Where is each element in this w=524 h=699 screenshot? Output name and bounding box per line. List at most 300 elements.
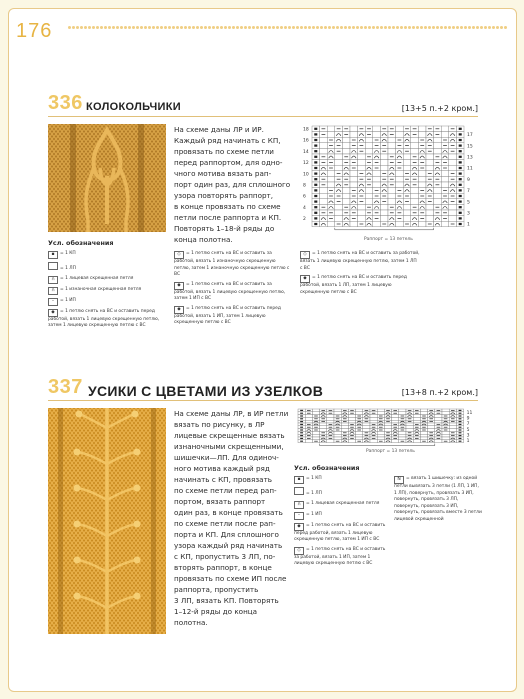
legend-text: = 1 петлю снять на ВС и оставить перед работой, вязать 1 лицевую скрещенную петлю, затем 1 лицевую скрещенную петлю с ВС	[48, 308, 160, 328]
chart-cell	[320, 426, 327, 429]
chart-cell	[380, 210, 388, 216]
row-number: 14	[303, 149, 309, 155]
chart-cell	[327, 204, 335, 210]
chart-cell	[350, 182, 358, 188]
chart-cell	[413, 417, 420, 420]
rapport-label-336: Раппорт = 13 петель	[364, 237, 413, 242]
edge-stitch-symbol	[300, 410, 303, 411]
chart-cell	[320, 148, 328, 154]
decorative-dot	[92, 26, 95, 29]
chart-cell	[403, 165, 411, 171]
description-line: начинать с КП, провязать	[174, 475, 273, 484]
chart-cell	[441, 199, 449, 205]
legend-text: = 1 ЛП	[306, 491, 322, 496]
edge-stitch-symbol	[300, 441, 303, 442]
rapport-label-337: Раппорт = 13 петель	[366, 449, 415, 454]
decorative-dot	[404, 26, 407, 29]
chart-cell	[342, 199, 350, 205]
chart-cell	[442, 434, 449, 437]
legend-item	[300, 251, 420, 272]
decorative-dot	[352, 26, 355, 29]
description-line: порт один раз, для сплошного	[174, 180, 291, 189]
decorative-dot	[380, 26, 383, 29]
edge-stitch-symbol	[314, 189, 317, 191]
chart-cell	[380, 137, 388, 143]
chart-cell	[434, 171, 442, 177]
chart-cell	[411, 188, 419, 194]
chart-cell	[420, 437, 427, 440]
pattern-title: КОЛОКОЛЬЧИКИ	[86, 101, 181, 113]
chart-cell	[441, 126, 449, 132]
chart-cell	[426, 188, 434, 194]
decorative-dot	[504, 26, 507, 29]
chart-cell	[373, 154, 381, 160]
decorative-dot	[396, 26, 399, 29]
decorative-dot	[376, 26, 379, 29]
chart-cell	[418, 204, 426, 210]
chart-cell	[403, 132, 411, 138]
section-337-header	[48, 376, 478, 401]
chart-cell	[434, 143, 442, 149]
chart-cell	[350, 176, 358, 182]
decorative-dot	[440, 26, 443, 29]
chart-cell	[442, 437, 449, 440]
decorative-dot	[120, 26, 123, 29]
chart-cell	[403, 204, 411, 210]
edge-stitch-symbol	[459, 441, 462, 442]
edge-stitch-symbol	[314, 184, 317, 186]
chart-cell	[312, 423, 319, 426]
description-line: в конце провязать по схеме	[174, 202, 281, 211]
decorative-dot	[160, 26, 163, 29]
chart-cell	[384, 437, 391, 440]
chart-cell	[428, 440, 435, 443]
legend-text: = 1 ИП	[60, 297, 76, 303]
edge-stitch-symbol	[300, 427, 303, 428]
legend-symbol-icon: ◆	[294, 523, 304, 531]
legend-col1-337	[294, 476, 390, 571]
chart-cell	[418, 154, 426, 160]
edge-stitch-symbol	[459, 167, 462, 169]
chart-cell	[449, 182, 457, 188]
chart-cell	[341, 412, 348, 415]
chart-cell	[388, 137, 396, 143]
row-number: 16	[303, 138, 309, 144]
edge-stitch-symbol	[459, 139, 462, 141]
chart-cell	[334, 412, 341, 415]
chart-cell	[334, 434, 341, 437]
legend-text: = 1 петлю снять на ВС и оставить перед работой, вязать 1 лицевую скрещенную петлю, затем 1 ИП с ВС	[294, 522, 386, 542]
chart-cell	[365, 148, 373, 154]
decorative-dot	[132, 26, 135, 29]
decorative-dot	[364, 26, 367, 29]
chart-cell	[380, 204, 388, 210]
legend-symbol-icon: ◆	[300, 275, 310, 283]
chart-cell	[449, 137, 457, 143]
legend-text: = 1 ИП	[306, 511, 322, 517]
chart-cell	[356, 437, 363, 440]
legend-item	[294, 487, 390, 498]
row-number: 9	[466, 416, 470, 422]
decorative-dot	[456, 26, 459, 29]
legend-text: = 1 петлю снять на ВС и оставить перед работой, вязать 1 ЛП, затем 1 лицевую скрещенную петлю с ВС	[300, 275, 407, 295]
chart-cell	[403, 188, 411, 194]
chart-cell	[320, 216, 328, 222]
chart-cell	[370, 429, 377, 432]
chart-cell	[420, 431, 427, 434]
chart-cell	[428, 423, 435, 426]
chart-cell	[373, 132, 381, 138]
edge-stitch-symbol	[459, 424, 462, 425]
decorative-dot	[328, 26, 331, 29]
chart-cell	[449, 188, 457, 194]
decorative-dot	[264, 26, 267, 29]
decorative-dot	[208, 26, 211, 29]
decorative-dot	[152, 26, 155, 29]
chart-cell	[320, 199, 328, 205]
description-line: лицевые скрещенные вязать	[174, 431, 285, 440]
chart-cell	[406, 429, 413, 432]
chart-cell	[363, 426, 370, 429]
knit-photo-337	[48, 408, 166, 634]
chart-cell	[442, 420, 449, 423]
chart-cell	[388, 171, 396, 177]
chart-cell	[418, 126, 426, 132]
description-line: перед раппортом, для одно-	[174, 158, 283, 167]
description-line: раппорта, пропустить	[174, 585, 259, 594]
legend-symbol-icon: N	[394, 476, 404, 484]
row-number: 1	[466, 439, 470, 445]
chart-cell	[388, 188, 396, 194]
chart-cell	[335, 160, 343, 166]
chart-cell	[406, 426, 413, 429]
chart-cell	[426, 137, 434, 143]
chart-cell	[327, 420, 334, 423]
description-line: с КП, пропустить 3 ЛП, по-	[174, 552, 276, 561]
decorative-dot	[416, 26, 419, 29]
chart-cell	[312, 431, 319, 434]
description-line: чного мотива вязать рап-	[174, 169, 272, 178]
edge-stitch-symbol	[300, 424, 303, 425]
decorative-dot	[344, 26, 347, 29]
chart-cell	[363, 440, 370, 443]
chart-cell	[365, 165, 373, 171]
chart-cell	[327, 417, 334, 420]
description-line: вязать по рисунку, в ЛР	[174, 420, 265, 429]
chart-cell	[370, 440, 377, 443]
chart-cell	[363, 429, 370, 432]
chart-cell	[348, 420, 355, 423]
decorative-dot	[272, 26, 275, 29]
chart-cell	[449, 165, 457, 171]
chart-cell	[373, 182, 381, 188]
chart-cell	[356, 412, 363, 415]
legend-symbol-icon: ◇	[174, 251, 184, 259]
chart-cell	[413, 440, 420, 443]
chart-cell	[305, 420, 312, 423]
description-337	[174, 408, 288, 628]
row-number: 10	[303, 172, 309, 178]
row-number: 6	[303, 194, 306, 200]
chart-cell	[388, 143, 396, 149]
chart-cell	[373, 126, 381, 132]
chart-cell	[327, 176, 335, 182]
chart-cell	[441, 148, 449, 154]
edge-stitch-symbol	[459, 413, 462, 414]
decorative-dot	[268, 26, 271, 29]
decorative-dot	[156, 26, 159, 29]
decorative-dot	[172, 26, 175, 29]
edge-stitch-symbol	[314, 200, 317, 202]
decorative-dot	[452, 26, 455, 29]
chart-cell	[320, 429, 327, 432]
decorative-dot	[144, 26, 147, 29]
chart-cell	[334, 431, 341, 434]
decorative-dot	[136, 26, 139, 29]
chart-cell	[426, 160, 434, 166]
chart-cell	[428, 415, 435, 418]
decorative-dot	[484, 26, 487, 29]
decorative-dot	[448, 26, 451, 29]
row-number: 13	[467, 155, 473, 161]
chart-cell	[370, 420, 377, 423]
decorative-dot	[256, 26, 259, 29]
section-336	[48, 92, 478, 117]
chart-cell	[305, 415, 312, 418]
legend-text: = 1 лицевая скрещенная петля	[60, 275, 134, 281]
chart-cell	[434, 193, 442, 199]
edge-stitch-symbol	[314, 150, 317, 152]
chart-cell	[365, 171, 373, 177]
chart-cell	[418, 199, 426, 205]
edge-stitch-symbol	[459, 200, 462, 202]
decorative-dot	[296, 26, 299, 29]
edge-stitch-symbol	[459, 429, 462, 430]
decorative-dot	[480, 26, 483, 29]
chart-cell	[350, 221, 358, 227]
chart-cell	[406, 423, 413, 426]
legend-symbol-icon: ▪	[294, 476, 304, 484]
stitch-formula: [13+8 п.+2 кром.]	[401, 388, 478, 397]
description-line: На схеме даны ЛР и ИР.	[174, 125, 264, 134]
chart-cell	[350, 204, 358, 210]
row-number: 11	[466, 411, 473, 417]
chart-cell	[341, 426, 348, 429]
chart-cell	[449, 429, 456, 432]
decorative-dot	[388, 26, 391, 29]
chart-cell	[388, 216, 396, 222]
chart-cell	[320, 165, 328, 171]
chart-cell	[370, 417, 377, 420]
legend-item	[174, 251, 292, 279]
decorative-dot	[340, 26, 343, 29]
decorative-dot	[292, 26, 295, 29]
decorative-dot	[436, 26, 439, 29]
row-number: 17	[467, 133, 473, 139]
row-number: 1	[467, 222, 470, 228]
description-line: узора повторять раппорт,	[174, 191, 274, 200]
decorative-dot	[224, 26, 227, 29]
chart-cell	[380, 160, 388, 166]
edge-stitch-symbol	[314, 144, 317, 146]
chart-cell	[358, 188, 366, 194]
decorative-dot	[336, 26, 339, 29]
chart-cell	[320, 137, 328, 143]
legend-symbol-icon: ◆	[48, 309, 58, 317]
chart-cell	[320, 171, 328, 177]
edge-stitch-symbol	[459, 178, 462, 180]
chart-cell	[384, 429, 391, 432]
chart-cell	[380, 182, 388, 188]
knitting-chart-337	[296, 408, 478, 446]
chart-cell	[411, 216, 419, 222]
decorative-dot	[412, 26, 415, 29]
decorative-dot	[116, 26, 119, 29]
legend-title-336: Усл. обозначения	[48, 239, 114, 247]
section-337	[48, 376, 478, 401]
legend-item	[48, 251, 166, 259]
chart-cell	[418, 176, 426, 182]
chart-cell	[373, 171, 381, 177]
decorative-dot	[240, 26, 243, 29]
chart-cell	[342, 171, 350, 177]
legend-symbol-icon: ◆	[174, 306, 184, 314]
decorative-dot	[332, 26, 335, 29]
row-number: 5	[466, 427, 470, 433]
chart-cell	[396, 171, 404, 177]
chart-cell	[428, 426, 435, 429]
chart-cell	[312, 437, 319, 440]
chart-cell	[449, 204, 457, 210]
chart-cell	[435, 429, 442, 432]
chart-cell	[411, 199, 419, 205]
edge-stitch-symbol	[314, 128, 317, 130]
legend-symbol-icon: ∩	[48, 276, 58, 284]
edge-stitch-symbol	[459, 438, 462, 439]
chart-cell	[420, 423, 427, 426]
chart-cell	[406, 415, 413, 418]
decorative-dot	[252, 26, 255, 29]
chart-cell	[403, 154, 411, 160]
chart-cell	[365, 143, 373, 149]
decorative-dot	[428, 26, 431, 29]
edge-stitch-symbol	[459, 133, 462, 135]
chart-cell	[320, 143, 328, 149]
decorative-dot	[76, 26, 79, 29]
chart-cell	[358, 154, 366, 160]
edge-stitch-symbol	[300, 429, 303, 430]
row-number: 2	[303, 217, 306, 223]
legend-symbol-icon: ▪	[48, 251, 58, 259]
chart-cell	[365, 221, 373, 227]
decorative-dot	[320, 26, 323, 29]
chart-cell	[320, 423, 327, 426]
chart-cell	[399, 409, 406, 412]
chart-cell	[426, 154, 434, 160]
legend-item	[174, 306, 292, 327]
legend-text: = 1 петлю снять на ВС и оставить перед работой, вязать 1 ИП, затем 1 лицевую скрещенную петлю с ВС	[174, 305, 281, 325]
chart-cell	[356, 409, 363, 412]
decorative-dot	[288, 26, 291, 29]
chart-cell	[358, 132, 366, 138]
description-line: 3 ЛП, вязать КП. Повторять	[174, 596, 279, 605]
chart-cell	[388, 193, 396, 199]
chart-cell	[411, 193, 419, 199]
chart-cell	[320, 221, 328, 227]
legend-symbol-icon	[294, 487, 304, 495]
chart-cell	[449, 423, 456, 426]
decorative-dot	[492, 26, 495, 29]
chart-cell	[392, 429, 399, 432]
decorative-dot	[360, 26, 363, 29]
decorative-dot	[392, 26, 395, 29]
decorative-dot	[148, 26, 151, 29]
decorative-dot	[124, 26, 127, 29]
legend-col2-337	[394, 476, 482, 526]
chart-cell	[434, 188, 442, 194]
chart-cell	[449, 440, 456, 443]
chart-cell	[392, 415, 399, 418]
legend-symbol-icon	[48, 262, 58, 270]
chart-cell	[373, 221, 381, 227]
chart-cell	[327, 415, 334, 418]
decorative-dot	[176, 26, 179, 29]
decorative-dot	[324, 26, 327, 29]
row-number: 18	[303, 127, 309, 133]
chart-cell	[320, 188, 328, 194]
chart-cell	[377, 420, 384, 423]
chart-cell	[327, 182, 335, 188]
chart-cell	[442, 409, 449, 412]
edge-stitch-symbol	[459, 189, 462, 191]
legend-symbol-icon: –	[48, 298, 58, 306]
chart-cell	[396, 132, 404, 138]
pattern-title: УСИКИ С ЦВЕТАМИ ИЗ УЗЕЛКОВ	[88, 383, 324, 399]
chart-cell	[392, 431, 399, 434]
chart-cell	[434, 148, 442, 154]
chart-cell	[377, 434, 384, 437]
chart-cell	[350, 154, 358, 160]
edge-stitch-symbol	[300, 415, 303, 416]
chart-cell	[396, 199, 404, 205]
chart-cell	[373, 204, 381, 210]
legend-item	[300, 275, 420, 296]
decorative-dot	[284, 26, 287, 29]
chart-cell	[399, 434, 406, 437]
edge-stitch-symbol	[314, 178, 317, 180]
rapport-bracket	[320, 444, 435, 446]
legend-symbol-icon: ◇	[294, 547, 304, 555]
chart-cell	[396, 221, 404, 227]
chart-cell	[434, 216, 442, 222]
chart-cell	[327, 199, 335, 205]
chart-cell	[335, 137, 343, 143]
legend-item	[174, 282, 292, 303]
description-line: провязать по схеме петли	[174, 147, 274, 156]
chart-cell	[373, 199, 381, 205]
chart-cell	[441, 204, 449, 210]
row-number: 9	[467, 177, 470, 183]
description-line: по схеме петли перед рап-	[174, 486, 277, 495]
decorative-dot	[204, 26, 207, 29]
chart-cell	[411, 148, 419, 154]
chart-cell	[320, 415, 327, 418]
chart-cell	[411, 171, 419, 177]
decorative-dot	[180, 26, 183, 29]
chart-cell	[435, 431, 442, 434]
chart-cell	[420, 420, 427, 423]
decorative-dot	[496, 26, 499, 29]
